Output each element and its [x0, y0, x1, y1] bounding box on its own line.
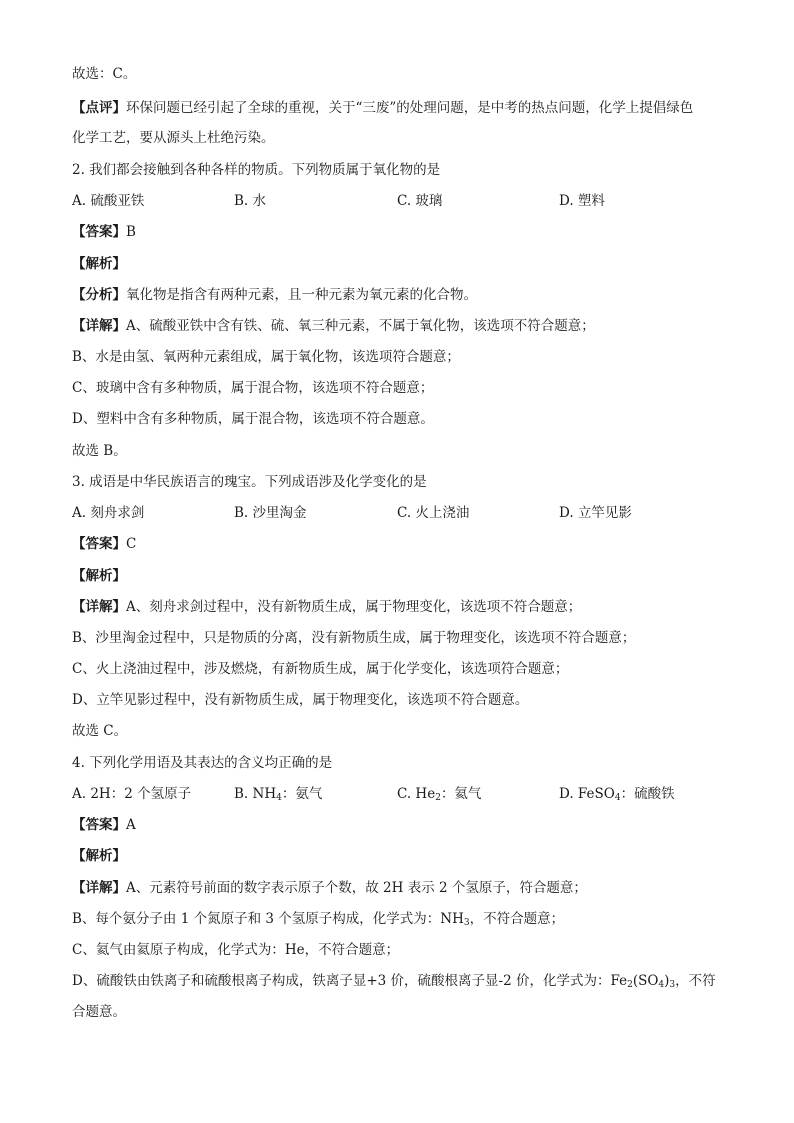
text: D、塑料中含有多种物质，属于混合物，该选项不符合题意。 [72, 411, 434, 427]
subscript: 4 [276, 793, 282, 803]
subscript: 4 [614, 793, 621, 803]
detail-line [72, 878, 734, 898]
section-tag: 【解析】 [72, 256, 126, 272]
answer-value: C [126, 536, 137, 552]
text: B、沙里淘金过程中，只是物质的分离，没有新物质生成，属于物理变化，该选项不符合题意； [72, 630, 636, 646]
text: ，不符 [675, 973, 716, 989]
section-tag: 【详解】 [72, 599, 126, 615]
question-text: 3. 成语是中华民族语言的瑰宝。下列成语涉及化学变化的是 [72, 474, 427, 490]
section-tag: 【详解】 [72, 318, 126, 334]
subscript: 4 [658, 980, 665, 990]
option-text: D. FeSO [559, 786, 615, 802]
option-c: C. 玻璃 [397, 193, 443, 209]
detail-line [72, 378, 734, 398]
question-4 [72, 753, 734, 773]
subscript: 3 [669, 980, 676, 990]
option-b: B. 水 [234, 193, 267, 209]
detail-line [72, 347, 734, 367]
detail-line [72, 940, 734, 960]
question-text: 4. 下列化学用语及其表达的含义均正确的是 [72, 755, 333, 771]
option-text: ：氨气 [281, 786, 323, 802]
subscript: 3 [463, 918, 470, 928]
section-tag: 【解析】 [72, 568, 126, 584]
subscript: 2 [627, 980, 633, 990]
section-tag: 【答案】 [72, 224, 126, 240]
text: B、水是由氢、氧两种元素组成，属于氧化物，该选项符合题意； [72, 349, 460, 365]
option-text: C. He [397, 786, 436, 802]
text: 合题意。 [72, 1004, 126, 1020]
option-d [559, 784, 675, 808]
option-a [72, 784, 191, 804]
detail-line [72, 690, 734, 710]
detail-line [72, 1002, 734, 1022]
section-tag: 【点评】 [72, 100, 126, 116]
text: ) [664, 973, 670, 989]
conclusion-line [72, 721, 734, 741]
text: 故选：C。 [72, 66, 137, 82]
text: 化学工艺，要从源头上杜绝污染。 [72, 130, 275, 146]
subscript: 2 [435, 793, 441, 803]
text-line [72, 64, 734, 84]
option-text: B. NH [234, 786, 277, 802]
text: (SO [632, 973, 659, 989]
text: 环保问题已经引起了全球的重视，关于“三废”的处理问题，是中考的热点问题，化学上提倡绿色 [126, 100, 694, 116]
conclusion-line [72, 441, 734, 461]
option-c: C. 火上浇油 [397, 505, 470, 521]
detail-line [72, 316, 734, 336]
text: C、氦气由氦原子构成，化学式为：He，不符合题意； [72, 942, 400, 958]
answer-line [72, 222, 734, 242]
section-tag: 【答案】 [72, 817, 126, 833]
option-text: ：硫酸铁 [620, 786, 675, 802]
detail-line [72, 909, 734, 933]
text: D、硫酸铁由铁离子和硫酸根离子构成，铁离子显+3 价，硫酸根离子显-2 价，化学式为：Fe [72, 973, 628, 989]
text: A、元素符号前面的数字表示原子个数，故 2H 表示 2 个氢原子，符合题意； [126, 880, 587, 896]
text: A、刻舟求剑过程中，没有新物质生成，属于物理变化，该选项不符合题意； [126, 599, 582, 615]
option-a: A. 硫酸亚铁 [72, 193, 145, 209]
option-b: B. 沙里淘金 [234, 505, 307, 521]
answer-line [72, 534, 734, 554]
section-tag: 【答案】 [72, 536, 126, 552]
detail-line [72, 971, 734, 995]
question-text: 2. 我们都会接触到各种各样的物质。下列物质属于氧化物的是 [72, 162, 441, 178]
option-d: D. 塑料 [559, 193, 605, 209]
text: D、立竿见影过程中，没有新物质生成，属于物理变化，该选项不符合题意。 [72, 692, 529, 708]
section-tag: 【详解】 [72, 880, 126, 896]
option-b [234, 784, 322, 808]
option-d: D. 立竿见影 [559, 505, 632, 521]
comment-line [72, 98, 734, 118]
text: 故选 B。 [72, 443, 127, 459]
detail-line [72, 628, 734, 648]
text: B、每个氨分子由 1 个氮原子和 3 个氢原子构成，化学式为：NH [72, 911, 464, 927]
section-tag: 【解析】 [72, 848, 126, 864]
option-a: A. 刻舟求剑 [72, 505, 145, 521]
answer-line [72, 815, 734, 835]
option-text: A. 2H：2 个氢原子 [72, 786, 192, 802]
text: A、硫酸亚铁中含有铁、硫、氧三种元素，不属于氧化物，该选项不符合题意； [126, 318, 595, 334]
analysis-heading [72, 254, 734, 274]
text: 故选 C。 [72, 723, 128, 739]
detail-line [72, 597, 734, 617]
option-text: ：氦气 [440, 786, 482, 802]
question-2 [72, 160, 734, 180]
question-3 [72, 472, 734, 492]
text: C、火上浇油过程中，涉及燃烧，有新物质生成，属于化学变化，该选项符合题意； [72, 661, 569, 677]
answer-value: A [126, 817, 136, 833]
option-c [397, 784, 481, 808]
text: C、玻璃中含有多种物质，属于混合物，该选项不符合题意； [72, 380, 434, 396]
text: ，不符合题意； [469, 911, 565, 927]
text-line [72, 128, 734, 148]
analysis-heading [72, 846, 734, 866]
section-tag: 【分析】 [72, 287, 126, 303]
text: 氧化物是指含有两种元素，且一种元素为氧元素的化合物。 [126, 287, 477, 303]
detail-line [72, 659, 734, 679]
detail-line [72, 409, 734, 429]
fenxi-line [72, 285, 734, 305]
analysis-heading [72, 566, 734, 586]
answer-value: B [126, 224, 136, 240]
